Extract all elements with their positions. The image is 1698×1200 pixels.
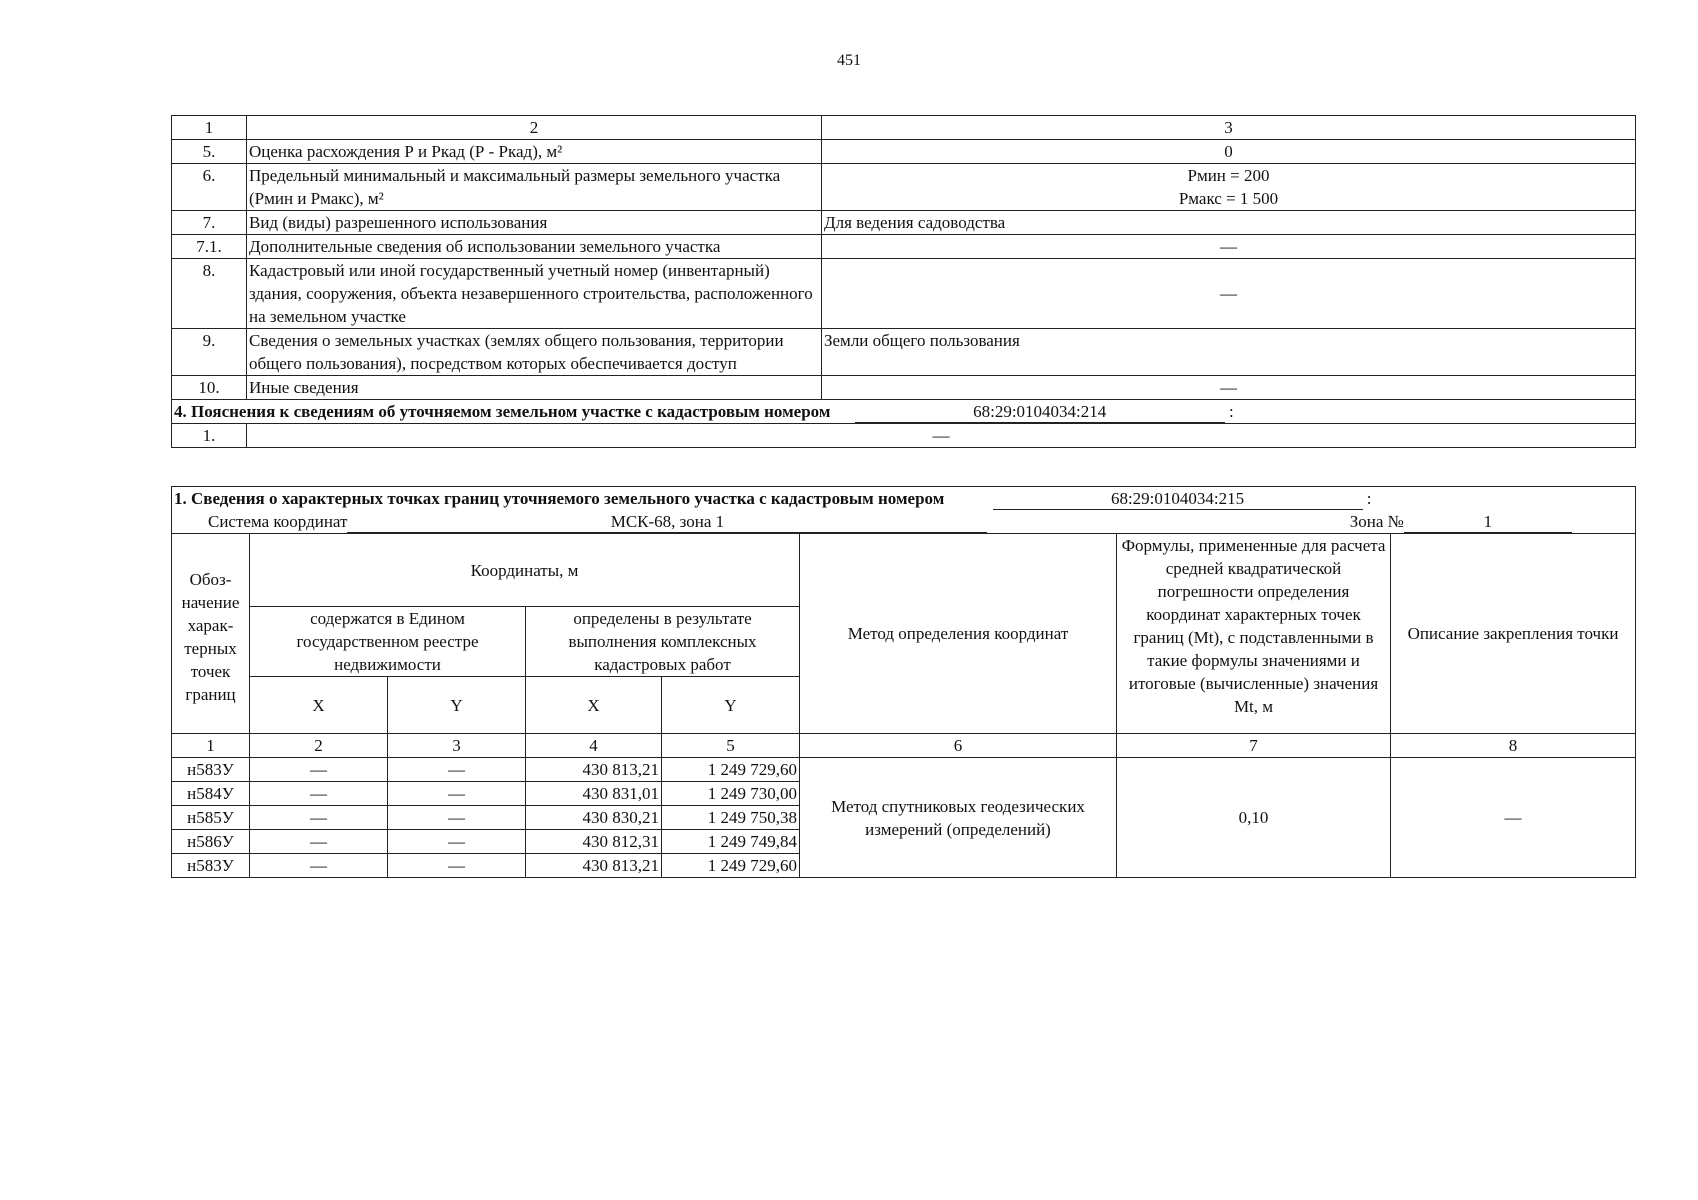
point-y: 1 249 729,60: [662, 854, 800, 878]
row-number: 8.: [172, 259, 247, 329]
point-y: 1 249 730,00: [662, 782, 800, 806]
zone-label: Зона №: [1349, 512, 1404, 531]
header-point-designation: Обоз-начение харак-терных точек границ: [172, 534, 250, 734]
coord-system-value: МСК-68, зона 1: [347, 511, 987, 533]
row-number: 6.: [172, 164, 247, 211]
table-row: [172, 211, 1636, 235]
header-col-3: 3: [822, 116, 1636, 140]
header-x-kkr: X: [526, 677, 662, 734]
table-row: [172, 164, 1636, 211]
point-x: 430 812,31: [526, 830, 662, 854]
header-y-egrn: Y: [388, 677, 526, 734]
point-x: 430 831,01: [526, 782, 662, 806]
column-numbers-row: [172, 734, 1636, 758]
point-y: 1 249 749,84: [662, 830, 800, 854]
row-label: Сведения о земельных участках (землях общего пользования, территории общего пользования), посредством которых обеспечивается доступ: [247, 329, 822, 376]
coord-system-label: Система координат: [208, 512, 348, 531]
point-x-egrn: —: [250, 854, 388, 878]
col-number: 6: [800, 734, 1117, 758]
section-1-cadastral-number: 68:29:0104034:215: [993, 488, 1363, 510]
header-description: Описание закрепления точки: [1391, 534, 1636, 734]
point-y-egrn: —: [388, 830, 526, 854]
row-label: Иные сведения: [247, 376, 822, 400]
point-y-egrn: —: [388, 782, 526, 806]
table-row: [172, 376, 1636, 400]
point-name: н584У: [172, 782, 250, 806]
row-number: 7.1.: [172, 235, 247, 259]
point-x: 430 813,21: [526, 758, 662, 782]
table-row: [172, 329, 1636, 376]
coord-system-row: [172, 510, 1636, 534]
table-row: [172, 140, 1636, 164]
col-number: 4: [526, 734, 662, 758]
area-max: Рмакс = 1 500: [1178, 189, 1279, 208]
table-row: [172, 424, 1636, 448]
section-4-suffix: :: [1228, 402, 1234, 421]
header-y-kkr: Y: [662, 677, 800, 734]
row-number: 5.: [172, 140, 247, 164]
points-table: [171, 486, 1636, 878]
points-header-row-1: [172, 534, 1636, 607]
row-label: Предельный минимальный и максимальный размеры земельного участка (Рмин и Рмакс), м²: [247, 164, 822, 211]
row-value: Земли общего пользования: [822, 329, 1636, 376]
point-x: 430 813,21: [526, 854, 662, 878]
point-y: 1 249 729,60: [662, 758, 800, 782]
row-label: Кадастровый или иной государственный учетный номер (инвентарный) здания, сооружения, объекта незавершенного строительства, расположенного на земельном участке: [247, 259, 822, 329]
point-x-egrn: —: [250, 758, 388, 782]
header-kkr: определены в результате выполнения комплексных кадастровых работ: [526, 607, 800, 677]
header-x-egrn: X: [250, 677, 388, 734]
row-value: —: [247, 424, 1636, 448]
header-col-2: 2: [247, 116, 822, 140]
page-number: 451: [837, 52, 861, 69]
section-4-title-row: [172, 400, 1636, 424]
col-number: 2: [250, 734, 388, 758]
row-number: 1.: [172, 424, 247, 448]
header-method: Метод определения координат: [800, 534, 1117, 734]
point-y-egrn: —: [388, 806, 526, 830]
point-y-egrn: —: [388, 854, 526, 878]
point-name: н583У: [172, 758, 250, 782]
row-value: Для ведения садоводства: [822, 211, 1636, 235]
section-4-title: [172, 400, 1636, 424]
table-row: [172, 235, 1636, 259]
row-value: —: [822, 376, 1636, 400]
point-x: 430 830,21: [526, 806, 662, 830]
area-min: Рмин = 200: [1187, 166, 1270, 185]
method-value: Метод спутниковых геодезических измерений (определений): [800, 758, 1117, 878]
zone-value: 1: [1404, 511, 1572, 533]
col-number: 8: [1391, 734, 1636, 758]
row-number: 9.: [172, 329, 247, 376]
col-number: 5: [662, 734, 800, 758]
point-y: 1 249 750,38: [662, 806, 800, 830]
row-number: 7.: [172, 211, 247, 235]
info-table-header: [172, 116, 1636, 140]
point-name: н585У: [172, 806, 250, 830]
header-coordinates: Координаты, м: [250, 534, 800, 607]
row-value: 0: [822, 140, 1636, 164]
col-number: 1: [172, 734, 250, 758]
section-1-suffix: :: [1366, 489, 1372, 508]
row-value: [822, 164, 1636, 211]
info-table: [171, 115, 1636, 448]
point-name: н583У: [172, 854, 250, 878]
row-label: Оценка расхождения Р и Ркад (Р - Ркад), м²: [247, 140, 822, 164]
section-1-title: [172, 487, 1636, 511]
section-4-cadastral-number: 68:29:0104034:214: [855, 401, 1225, 423]
header-egrn: содержатся в Едином государственном реестре недвижимости: [250, 607, 526, 677]
row-value: —: [822, 235, 1636, 259]
point-x-egrn: —: [250, 806, 388, 830]
table-row: [172, 259, 1636, 329]
mt-value: 0,10: [1117, 758, 1391, 878]
point-name: н586У: [172, 830, 250, 854]
col-number: 3: [388, 734, 526, 758]
row-label: Дополнительные сведения об использовании земельного участка: [247, 235, 822, 259]
description-value: —: [1391, 758, 1636, 878]
point-y-egrn: —: [388, 758, 526, 782]
header-formula: Формулы, примененные для расчета средней квадратической погрешности определения координат характерных точек границ (Mt), с подставленными в такие формулы значениями и итоговые (вычисленные) значения Mt, м: [1117, 534, 1391, 734]
section-4-title-text: 4. Пояснения к сведениям об уточняемом земельном участке с кадастровым номером: [174, 402, 831, 421]
col-number: 7: [1117, 734, 1391, 758]
point-x-egrn: —: [250, 782, 388, 806]
table-row: [172, 758, 1636, 782]
coord-system: [172, 510, 1636, 534]
row-label: Вид (виды) разрешенного использования: [247, 211, 822, 235]
section-1-title-text: 1. Сведения о характерных точках границ уточняемого земельного участка с кадастровым номером: [174, 489, 945, 508]
row-number: 10.: [172, 376, 247, 400]
section-1-title-row: [172, 487, 1636, 511]
row-value: —: [822, 259, 1636, 329]
header-col-1: 1: [172, 116, 247, 140]
point-x-egrn: —: [250, 830, 388, 854]
